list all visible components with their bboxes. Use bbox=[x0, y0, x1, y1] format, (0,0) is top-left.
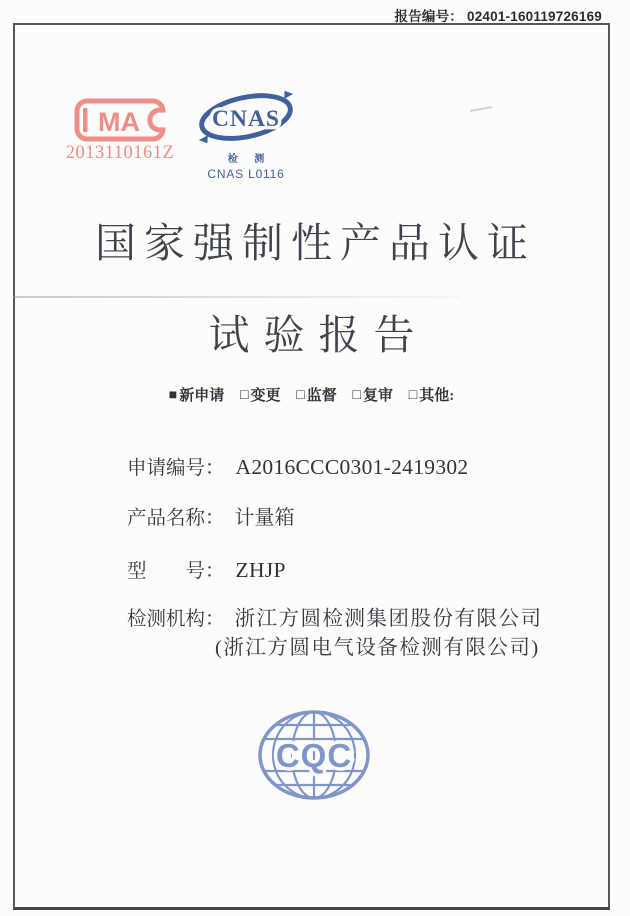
checkbox-option-other bbox=[409, 384, 454, 405]
field-label: 检测机构： bbox=[127, 609, 225, 630]
application-type-row bbox=[15, 384, 608, 405]
checkbox-option-new-application bbox=[169, 384, 224, 405]
cma-logo-icon bbox=[74, 98, 166, 142]
field-label: 型 号： bbox=[127, 561, 225, 582]
checkbox-label: 复审 bbox=[362, 388, 393, 404]
checkbox-unchecked-icon: □ bbox=[352, 388, 361, 403]
checkbox-option-supervision bbox=[296, 384, 336, 405]
scan-artifact-line bbox=[13, 296, 460, 298]
scan-artifact-mark bbox=[470, 106, 492, 112]
checkbox-unchecked-icon: □ bbox=[408, 388, 418, 403]
checkbox-checked-icon: ■ bbox=[168, 388, 178, 403]
checkbox-option-review bbox=[353, 384, 393, 405]
checkbox-option-change bbox=[240, 384, 280, 405]
document-subtitle: 试验报告 bbox=[208, 312, 429, 358]
checkbox-label: 其他: bbox=[419, 388, 455, 404]
field-model bbox=[127, 555, 286, 583]
field-value: ZHJP bbox=[235, 558, 286, 582]
cnas-mark-block bbox=[194, 88, 298, 181]
document-border-frame bbox=[13, 23, 610, 910]
cnas-accreditation-number: CNAS L0116 bbox=[207, 167, 285, 181]
field-value: 计量箱 bbox=[234, 507, 295, 529]
cma-license-number: 2013110161Z bbox=[65, 143, 175, 163]
cqc-mark-block bbox=[256, 709, 372, 801]
report-number-label: 报告编号： bbox=[394, 9, 463, 24]
cnas-logo-icon bbox=[196, 88, 296, 150]
checkbox-label: 变更 bbox=[250, 388, 281, 404]
field-product-name bbox=[127, 501, 295, 530]
cqc-logo-icon bbox=[256, 709, 372, 801]
report-number-value: 02401-160119726169 bbox=[467, 9, 602, 24]
field-value-secondary: (浙江方圆电气设备检测有限公司) bbox=[215, 637, 540, 659]
cma-logo-text: MA bbox=[98, 107, 140, 137]
field-label: 申请编号： bbox=[127, 458, 225, 479]
field-value: A2016CCC0301-2419302 bbox=[235, 455, 469, 479]
field-application-number bbox=[127, 452, 468, 480]
document-title: 国家强制性产品认证 bbox=[95, 220, 536, 266]
checkbox-unchecked-icon: □ bbox=[240, 388, 249, 403]
report-number bbox=[395, 5, 603, 25]
checkbox-label: 监督 bbox=[306, 388, 337, 404]
field-test-organization bbox=[127, 601, 543, 631]
cqc-logo-text: CQC bbox=[275, 737, 353, 774]
cnas-logo-text: CNAS bbox=[212, 105, 280, 132]
cnas-category-label: 检 测 bbox=[227, 154, 272, 165]
field-label: 产品名称： bbox=[127, 508, 225, 529]
field-value: 浙江方圆检测集团股份有限公司 bbox=[234, 608, 543, 630]
checkbox-unchecked-icon: □ bbox=[296, 388, 305, 403]
cma-mark-block bbox=[58, 98, 182, 164]
checkbox-label: 新申请 bbox=[179, 388, 225, 404]
field-test-organization-line2 bbox=[215, 630, 540, 660]
